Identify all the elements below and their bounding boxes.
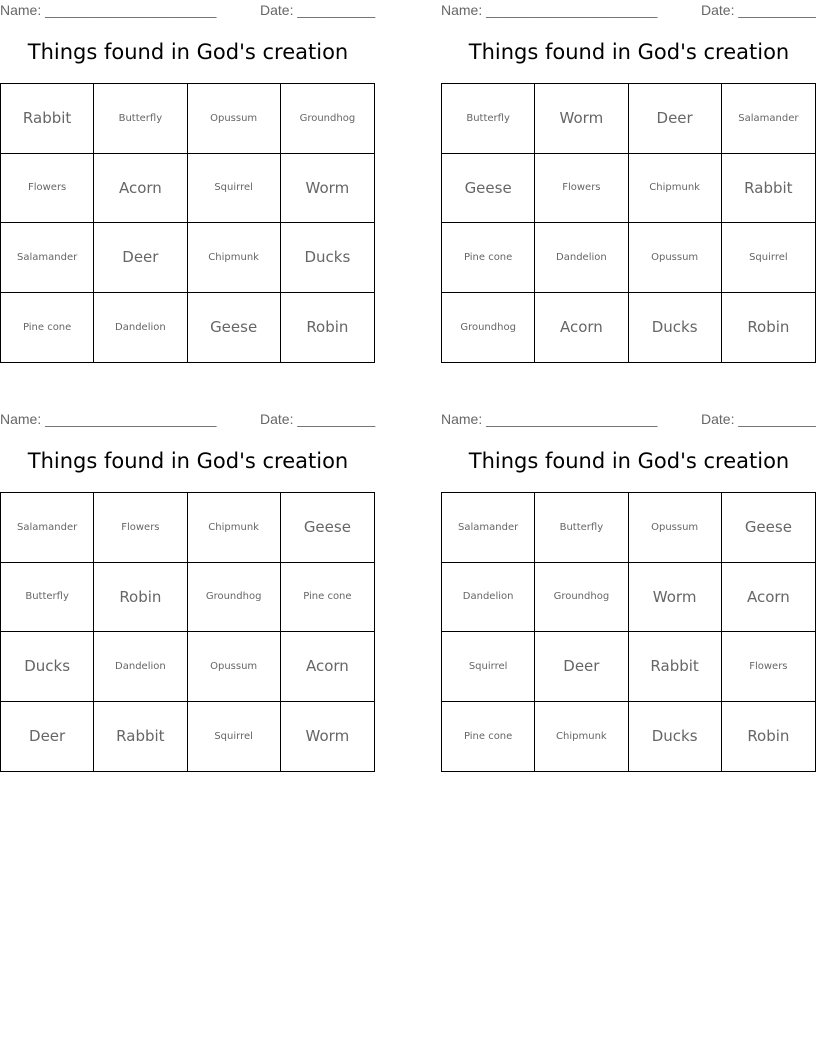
bingo-cell: Groundhog [188, 563, 281, 633]
name-field: Name: ______________________ [0, 2, 217, 18]
bingo-cell: Rabbit [629, 632, 722, 702]
bingo-cell: Opussum [188, 632, 281, 702]
bingo-cell: Dandelion [535, 223, 628, 293]
bingo-cell: Flowers [535, 154, 628, 224]
card-title: Things found in God's creation [468, 449, 790, 473]
bingo-cell: Flowers [94, 493, 187, 563]
date-field: Date: __________ [701, 411, 816, 427]
bingo-cell: Ducks [1, 632, 94, 702]
bingo-cell: Flowers [722, 632, 815, 702]
bingo-cell: Salamander [1, 493, 94, 563]
bingo-cell: Opussum [188, 84, 281, 154]
bingo-cell: Deer [629, 84, 722, 154]
bingo-cell: Deer [94, 223, 187, 293]
card-title: Things found in God's creation [27, 449, 349, 473]
bingo-card [441, 0, 816, 372]
bingo-cell: Worm [305, 727, 350, 746]
bingo-cell: Salamander [442, 493, 535, 563]
bingo-cell: Robin [747, 318, 790, 337]
bingo-cell: Opussum [629, 223, 722, 293]
bingo-cell: Pine cone [442, 702, 535, 772]
bingo-cell: Worm [281, 154, 374, 224]
bingo-cell: Worm [629, 563, 722, 633]
bingo-cell: Deer [535, 632, 628, 702]
bingo-cell: Groundhog [535, 563, 628, 633]
bingo-grid [0, 83, 375, 363]
name-date-line [441, 2, 816, 20]
bingo-cell: Dandelion [94, 632, 187, 702]
bingo-cell: Chipmunk [535, 702, 628, 772]
bingo-cell: Acorn [535, 293, 628, 363]
bingo-cell: Butterfly [535, 493, 628, 563]
date-field: Date: __________ [260, 2, 376, 18]
bingo-cell: Ducks [629, 702, 722, 772]
date-field: Date: __________ [701, 2, 816, 18]
bingo-cell: Squirrel [188, 154, 281, 224]
bingo-cell: Squirrel [722, 223, 815, 293]
bingo-cell: Butterfly [1, 563, 94, 633]
bingo-cell: Opussum [629, 493, 722, 563]
bingo-grid [441, 83, 816, 363]
bingo-cell: Geese [188, 293, 281, 363]
name-field: Name: ______________________ [0, 411, 217, 427]
bingo-cell: Acorn [94, 154, 187, 224]
bingo-cell: Rabbit [1, 84, 94, 154]
bingo-card [0, 0, 376, 372]
bingo-grid [441, 492, 816, 772]
bingo-cell: Geese [281, 493, 374, 563]
bingo-cell: Squirrel [442, 632, 535, 702]
bingo-cell: Pine cone [1, 293, 94, 363]
name-date-line [441, 411, 816, 429]
bingo-card [0, 409, 376, 781]
bingo-cell: Salamander [1, 223, 94, 293]
bingo-cell: Squirrel [188, 702, 281, 772]
bingo-cell: Chipmunk [188, 223, 281, 293]
bingo-cell: Worm [535, 84, 628, 154]
bingo-cell: Robin [747, 727, 790, 746]
bingo-cell: Salamander [722, 84, 815, 154]
bingo-cell: Chipmunk [188, 493, 281, 563]
bingo-cell: Geese [722, 493, 815, 563]
bingo-cell: Robin [306, 318, 349, 337]
bingo-cell: Flowers [1, 154, 94, 224]
name-field: Name: ______________________ [441, 2, 658, 18]
bingo-cell: Butterfly [442, 84, 535, 154]
bingo-cell: Ducks [281, 223, 374, 293]
bingo-cell: Chipmunk [629, 154, 722, 224]
bingo-grid [0, 492, 375, 772]
bingo-cell: Acorn [722, 563, 815, 633]
bingo-cell: Dandelion [442, 563, 535, 633]
bingo-cell: Rabbit [94, 702, 187, 772]
bingo-cell: Pine cone [281, 563, 374, 633]
bingo-card [441, 409, 816, 781]
bingo-cell: Groundhog [442, 293, 535, 363]
bingo-cell: Geese [442, 154, 535, 224]
card-title: Things found in God's creation [27, 40, 349, 64]
bingo-cell: Rabbit [722, 154, 815, 224]
bingo-cell: Dandelion [94, 293, 187, 363]
name-field: Name: ______________________ [441, 411, 658, 427]
name-date-line [0, 411, 376, 429]
name-date-line [0, 2, 376, 20]
bingo-cell: Acorn [281, 632, 374, 702]
bingo-cell: Deer [1, 702, 94, 772]
bingo-cell: Butterfly [94, 84, 187, 154]
bingo-cell: Pine cone [442, 223, 535, 293]
bingo-cell: Ducks [629, 293, 722, 363]
bingo-cell: Groundhog [281, 84, 374, 154]
card-title: Things found in God's creation [468, 40, 790, 64]
bingo-cell: Robin [94, 563, 187, 633]
date-field: Date: __________ [260, 411, 376, 427]
